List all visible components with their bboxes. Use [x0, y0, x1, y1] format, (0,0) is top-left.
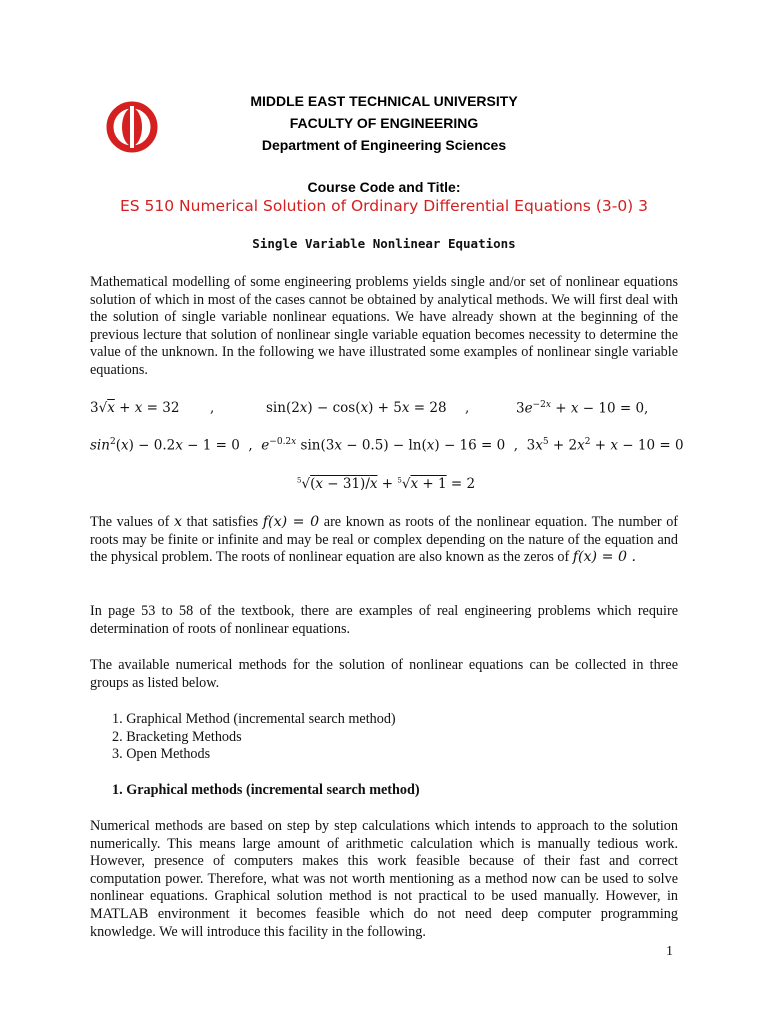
separator: ,	[465, 400, 470, 416]
page-number: 1	[666, 944, 673, 959]
list-item: 3. Open Methods	[112, 746, 211, 763]
course-label: Course Code and Title:	[307, 179, 461, 195]
separator: ,	[210, 400, 215, 416]
textbook-paragraph: In page 53 to 58 of the textbook, there are examples of real engineering problems which require determination of roots of nonlinear equations.	[90, 603, 678, 637]
graphical-paragraph: Numerical methods are based on step by step calculations which intends to approach to the solution numerically. This means large amount of arithmetic calculation which is manually tedious work. However, presence of computers makes this work feasible because of their fast and correct computation power. Therefore, what was not worth mentioning as a method now can be used to solve nonlinear equations. Graphical solution method is not practical to be used manually. However, in MATLAB environment it becomes feasible which do not need deep computer programming knowledge. We will introduce this facility in the following.	[90, 818, 678, 940]
roots-paragraph: The values of x that satisfies f(x) = 0 are known as roots of the nonlinear equation. The number of roots may be finite or infinite and may be real or complex depending on the nature of the equation and the physical problem. The roots of nonlinear equation are also known as the zeros of f(x) = 0 .	[90, 514, 679, 566]
section-title: Single Variable Nonlinear Equations	[252, 236, 516, 251]
intro-paragraph: Mathematical modelling of some engineering problems yields single and/or set of nonlinear equations solution of which in most of the cases cannot be obtained by analytical methods. We will first deal with the solution of single variable nonlinear equations. We have already shown at the beginning of the previous lecture that solution of nonlinear single variable equation becomes necessity to determine the value of the unknown. In the following we have illustrated some examples of nonlinear single variable equations.	[90, 274, 678, 378]
list-item: 2. Bracketing Methods	[112, 728, 242, 745]
equation-2: sin(2x) − cos(x) + 5x = 28	[266, 400, 447, 416]
university-name: MIDDLE EAST TECHNICAL UNIVERSITY	[250, 93, 518, 109]
course-title: ES 510 Numerical Solution of Ordinary Differential Equations (3-0) 3	[119, 197, 649, 215]
faculty-name: FACULTY OF ENGINEERING	[289, 115, 479, 131]
department-name: Department of Engineering Sciences	[261, 137, 507, 153]
list-item: 1. Graphical Method (incremental search method)	[112, 711, 396, 727]
equation-4: $\sin^2(x) - 0.2x - 1 = 0$ , $e^{-0.2x}$ sin(3x − 0.5) − ln(x) − 16 = 0 , $3x^5 + 2x^2 + x - 10 = 0$	[90, 437, 684, 454]
methods-list	[112, 711, 396, 764]
equation-5: $^5$√(x − 31)/x + $^5$√x + 1 = 2	[297, 476, 476, 492]
graphical-methods-heading: 1. Graphical methods (incremental search method)	[112, 782, 420, 798]
equation-1: 3√x + x = 32	[90, 400, 180, 416]
methods-intro: The available numerical methods for the solution of nonlinear equations can be collected in three groups as listed below.	[90, 657, 678, 691]
equation-3: $3e^{-2x} + x - 10 = 0$,	[516, 400, 649, 417]
